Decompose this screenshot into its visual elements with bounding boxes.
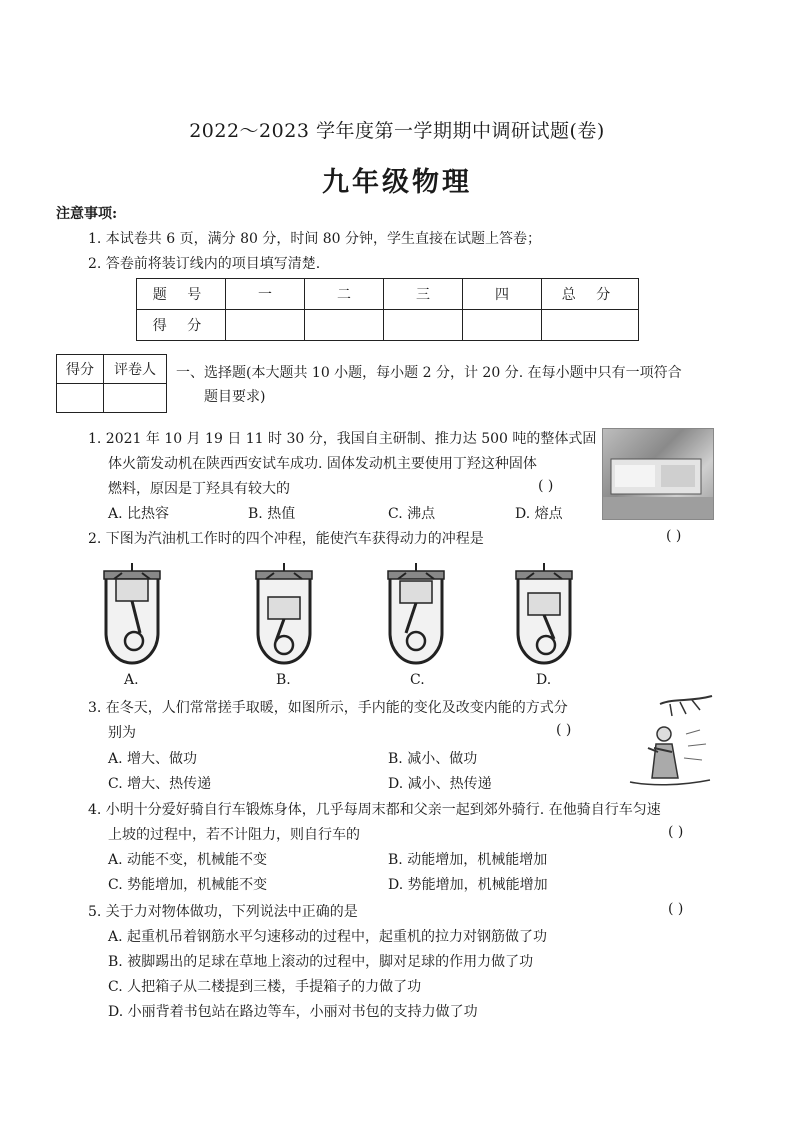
notice-item: 1. 本试卷共 6 页，满分 80 分，时间 80 分钟，学生直接在试题上答卷； <box>88 231 542 247</box>
diagram-label-a: A. <box>124 672 139 688</box>
question-5-text: 5. 关于力对物体做功，下列说法中正确的是 <box>88 904 358 920</box>
option-c: C. 势能增加，机械能不变 <box>108 877 268 893</box>
option-c: C. 沸点 <box>388 506 436 522</box>
grader-name-cell[interactable] <box>104 384 167 413</box>
score-cell[interactable] <box>305 310 384 341</box>
score-cell[interactable] <box>542 310 639 341</box>
question-3-text: 3. 在冬天，人们常常搓手取暖，如图所示，手内能的变化及改变内能的方式分 <box>88 700 568 716</box>
subject-title: 九年级物理 <box>322 167 472 198</box>
score-table-header: 题 号 <box>137 279 226 310</box>
option-a: A. 起重机吊着钢筋水平匀速移动的过程中，起重机的拉力对钢筋做了功 <box>108 929 548 945</box>
score-cell[interactable] <box>463 310 542 341</box>
score-table-header: 三 <box>384 279 463 310</box>
notice-item: 2. 答卷前将装订线内的项目填写清楚. <box>88 256 321 272</box>
section-heading: 一、选择题(本大题共 10 小题，每小题 2 分，计 20 分. 在每小题中只有一项符合 <box>176 365 682 381</box>
answer-parentheses[interactable]: ( ) <box>668 901 684 917</box>
score-row-label: 得 分 <box>137 310 226 341</box>
engine-stroke-b-diagram <box>252 563 316 672</box>
score-cell[interactable] <box>226 310 305 341</box>
question-4-text: 4. 小明十分爱好骑自行车锻炼身体，几乎每周末都和父亲一起到郊外骑行. 在他骑自行车匀速 <box>88 802 661 818</box>
option-d: D. 熔点 <box>515 506 563 522</box>
diagram-label-c: C. <box>410 672 425 688</box>
rocket-engine-photo <box>602 428 714 520</box>
score-table-header: 二 <box>305 279 384 310</box>
score-table <box>136 278 639 341</box>
answer-parentheses[interactable]: ( ) <box>666 528 682 544</box>
option-d: D. 减小、热传递 <box>388 776 492 792</box>
question-3-text: 别为 <box>108 725 136 741</box>
grader-table <box>56 354 167 413</box>
answer-parentheses[interactable]: ( ) <box>556 722 572 738</box>
option-b: B. 被脚踢出的足球在草地上滚动的过程中，脚对足球的作用力做了功 <box>108 954 534 970</box>
score-table-header: 总 分 <box>542 279 639 310</box>
answer-parentheses[interactable]: ( ) <box>538 478 554 494</box>
option-b: B. 减小、做功 <box>388 751 478 767</box>
question-1-text: 1. 2021 年 10 月 19 日 11 时 30 分，我国自主研制、推力达 500 吨的整体式固 <box>88 431 597 447</box>
engine-stroke-d-diagram <box>512 563 576 672</box>
option-c: C. 人把箱子从二楼提到三楼，手提箱子的力做了功 <box>108 979 422 995</box>
question-2-text: 2. 下图为汽油机工作时的四个冲程，能使汽车获得动力的冲程是 <box>88 531 484 547</box>
option-d: D. 势能增加，机械能增加 <box>388 877 548 893</box>
option-b: B. 热值 <box>248 506 296 522</box>
option-a: A. 动能不变，机械能不变 <box>108 852 268 868</box>
grader-label: 评卷人 <box>104 355 167 384</box>
option-b: B. 动能增加，机械能增加 <box>388 852 548 868</box>
question-1-text: 体火箭发动机在陕西西安试车成功. 固体发动机主要使用丁羟这种固体 <box>108 456 537 472</box>
option-a: A. 比热容 <box>108 506 170 522</box>
question-1-text: 燃料，原因是丁羟具有较大的 <box>108 481 290 497</box>
grader-score-label: 得分 <box>57 355 104 384</box>
exam-title: 2022～2023 学年度第一学期期中调研试题(卷) <box>189 120 605 142</box>
engine-stroke-c-diagram <box>384 563 448 672</box>
option-a: A. 增大、做功 <box>108 751 198 767</box>
score-table-header: 一 <box>226 279 305 310</box>
diagram-label-d: D. <box>536 672 552 688</box>
grader-score-cell[interactable] <box>57 384 104 413</box>
answer-parentheses[interactable]: ( ) <box>668 824 684 840</box>
option-d: D. 小丽背着书包站在路边等车，小丽对书包的支持力做了功 <box>108 1004 478 1020</box>
score-table-header: 四 <box>463 279 542 310</box>
question-4-text: 上坡的过程中，若不计阻力，则自行车的 <box>108 827 360 843</box>
notice-heading: 注意事项: <box>56 206 118 222</box>
section-heading-cont: 题目要求) <box>204 389 266 405</box>
engine-stroke-a-diagram <box>100 563 164 672</box>
score-cell[interactable] <box>384 310 463 341</box>
option-c: C. 增大、热传递 <box>108 776 212 792</box>
rubbing-hands-illustration <box>620 694 720 798</box>
diagram-label-b: B. <box>276 672 291 688</box>
